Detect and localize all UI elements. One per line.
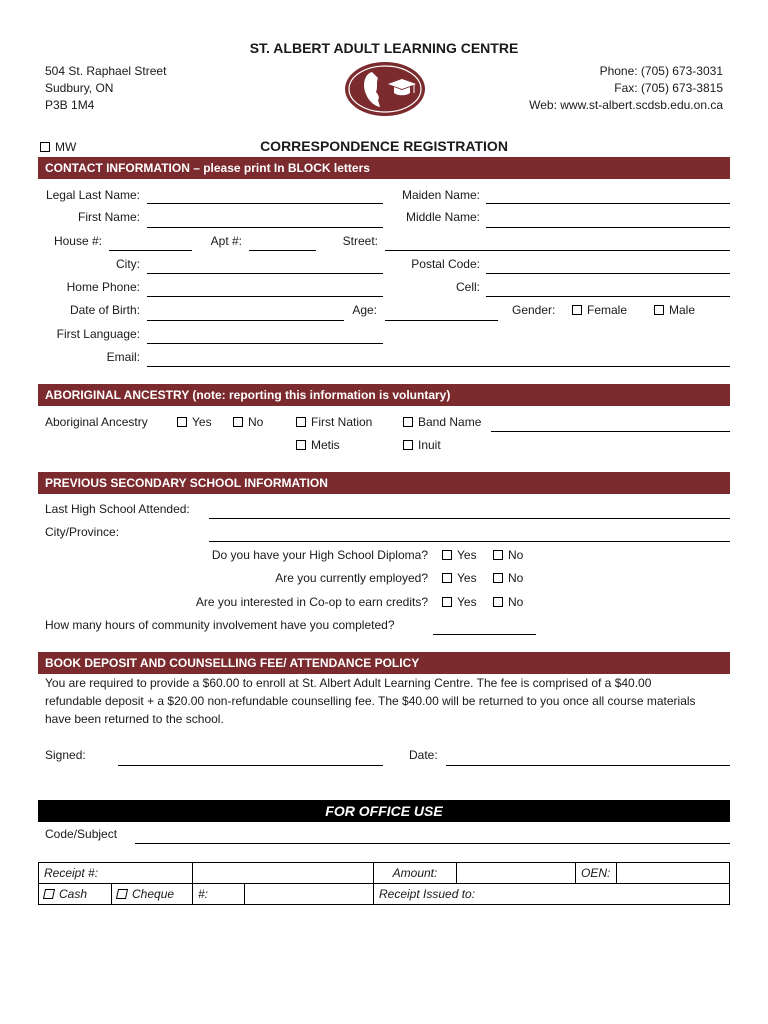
maiden-name-field[interactable]	[486, 203, 730, 204]
home-phone-label: Home Phone:	[66, 280, 140, 294]
checkbox-icon[interactable]	[493, 597, 503, 607]
signature-field[interactable]	[118, 765, 383, 766]
cell-field[interactable]	[486, 296, 730, 297]
aboriginal-section-header: ABORIGINAL ANCESTRY (note: reporting this information is voluntary)	[38, 384, 730, 406]
checkbox-icon[interactable]	[493, 573, 503, 583]
coop-question: Are you interested in Co-op to earn credits?	[195, 595, 428, 609]
school-name: ST. ALBERT ADULT LEARNING CENTRE	[249, 40, 519, 56]
school-contact	[529, 63, 723, 114]
amount-field[interactable]	[457, 863, 576, 884]
diploma-question: Do you have your High School Diploma?	[211, 548, 428, 562]
first-name-label: First Name:	[77, 210, 140, 224]
band-name-field[interactable]	[491, 431, 730, 432]
coop-no-option[interactable]: No	[493, 595, 523, 609]
website: Web: www.st-albert.scdsb.edu.on.ca	[529, 98, 723, 112]
checkbox-icon[interactable]	[296, 440, 306, 450]
first-language-label: First Language:	[56, 327, 140, 341]
email-label: Email:	[106, 350, 140, 364]
checkbox-icon[interactable]	[233, 417, 243, 427]
email-field[interactable]	[147, 366, 730, 367]
age-field[interactable]	[385, 320, 498, 321]
house-number-field[interactable]	[109, 250, 192, 251]
checkbox-icon[interactable]	[296, 417, 306, 427]
oen-label: OEN:	[576, 863, 617, 884]
school-logo-icon	[344, 60, 426, 118]
fee-policy-text: You are required to provide a $60.00 to enroll at St. Albert Adult Learning Centre. The fee is comprised of a $40.00 refundable deposit + a $20.00 non-refundable counselling fee. The $40.00 will be returned to you once all course materials have been returned to the school.	[45, 676, 696, 726]
apt-field[interactable]	[249, 250, 316, 251]
fax: Fax: (705) 673-3815	[614, 81, 723, 95]
last-school-label: Last High School Attended:	[45, 502, 190, 516]
legal-last-name-label: Legal Last Name:	[45, 188, 140, 202]
band-name-option[interactable]: Band Name	[403, 415, 481, 429]
legal-last-name-field[interactable]	[147, 203, 383, 204]
home-phone-field[interactable]	[147, 296, 383, 297]
first-nation-option[interactable]: First Nation	[296, 415, 372, 429]
date-label: Date:	[409, 748, 438, 762]
first-language-field[interactable]	[147, 343, 383, 344]
gender-male-option[interactable]: Male	[654, 303, 695, 317]
middle-name-label: Middle Name:	[405, 210, 480, 224]
checkbox-icon[interactable]	[116, 889, 128, 899]
cheque-option[interactable]: Cheque	[112, 884, 193, 905]
signed-label: Signed:	[45, 748, 86, 762]
receipt-label: Receipt #:	[39, 863, 193, 884]
last-school-field[interactable]	[209, 518, 730, 519]
city-label: City:	[116, 257, 140, 271]
address-line: P3B 1M4	[45, 98, 95, 112]
receipt-field[interactable]	[193, 863, 374, 884]
postal-code-label: Postal Code:	[411, 257, 480, 271]
first-name-field[interactable]	[147, 227, 383, 228]
community-hours-question: How many hours of community involvement have you completed?	[45, 618, 395, 632]
address-line: 504 St. Raphael Street	[45, 64, 167, 78]
amount-label: Amount:	[374, 863, 457, 884]
table-row	[39, 884, 730, 905]
city-field[interactable]	[147, 273, 383, 274]
aboriginal-ancestry-label: Aboriginal Ancestry	[45, 415, 148, 429]
employed-question: Are you currently employed?	[275, 571, 428, 585]
office-receipt-table	[38, 862, 730, 905]
checkbox-icon[interactable]	[442, 573, 452, 583]
community-hours-field[interactable]	[433, 634, 536, 635]
cash-option[interactable]: Cash	[39, 884, 112, 905]
city-province-field[interactable]	[209, 541, 730, 542]
checkbox-icon[interactable]	[442, 550, 452, 560]
house-number-label: House #:	[53, 234, 102, 248]
gender-label: Gender:	[512, 303, 556, 317]
mw-option[interactable]: MW	[40, 140, 76, 154]
checkbox-icon[interactable]	[572, 305, 582, 315]
coop-yes-option[interactable]: Yes	[442, 595, 477, 609]
age-label: Age:	[352, 303, 377, 317]
address-line: Sudbury, ON	[45, 81, 114, 95]
aboriginal-no-option[interactable]: No	[233, 415, 263, 429]
cheque-number-field[interactable]	[245, 884, 374, 905]
metis-option[interactable]: Metis	[296, 438, 340, 452]
gender-female-option[interactable]: Female	[572, 303, 627, 317]
fee-section-header: BOOK DEPOSIT AND COUNSELLING FEE/ ATTENDANCE POLICY	[38, 652, 730, 674]
diploma-no-option[interactable]: No	[493, 548, 523, 562]
table-row	[39, 863, 730, 884]
code-subject-field[interactable]	[135, 843, 730, 844]
diploma-yes-option[interactable]: Yes	[442, 548, 477, 562]
form-title: CORRESPONDENCE REGISTRATION	[260, 138, 508, 154]
middle-name-field[interactable]	[486, 227, 730, 228]
postal-code-field[interactable]	[486, 273, 730, 274]
city-province-label: City/Province:	[45, 525, 120, 539]
checkbox-icon[interactable]	[177, 417, 187, 427]
contact-section-header: CONTACT INFORMATION – please print In BLOCK letters	[38, 157, 730, 179]
street-label: Street:	[342, 234, 378, 248]
checkbox-icon[interactable]	[654, 305, 664, 315]
school-address	[45, 63, 166, 114]
date-field[interactable]	[446, 765, 730, 766]
employed-yes-option[interactable]: Yes	[442, 571, 477, 585]
school-section-header: PREVIOUS SECONDARY SCHOOL INFORMATION	[38, 472, 730, 494]
checkbox-icon[interactable]	[403, 440, 413, 450]
aboriginal-yes-option[interactable]: Yes	[177, 415, 212, 429]
receipt-issued-to-field[interactable]: Receipt Issued to:	[374, 884, 730, 905]
employed-no-option[interactable]: No	[493, 571, 523, 585]
inuit-option[interactable]: Inuit	[403, 438, 441, 452]
date-of-birth-label: Date of Birth:	[69, 303, 140, 317]
checkbox-icon[interactable]	[43, 889, 55, 899]
checkbox-icon[interactable]	[493, 550, 503, 560]
checkbox-icon[interactable]	[442, 597, 452, 607]
maiden-name-label: Maiden Name:	[401, 188, 480, 202]
cell-label: Cell:	[455, 280, 480, 294]
cheque-number-label: #:	[193, 884, 245, 905]
phone: Phone: (705) 673-3031	[599, 64, 723, 78]
date-of-birth-field[interactable]	[147, 320, 344, 321]
checkbox-icon[interactable]	[403, 417, 413, 427]
code-subject-label: Code/Subject	[45, 827, 118, 841]
apt-label: Apt #:	[210, 234, 242, 248]
office-use-header: FOR OFFICE USE	[38, 800, 730, 822]
street-field[interactable]	[385, 250, 730, 251]
oen-field[interactable]	[617, 863, 730, 884]
